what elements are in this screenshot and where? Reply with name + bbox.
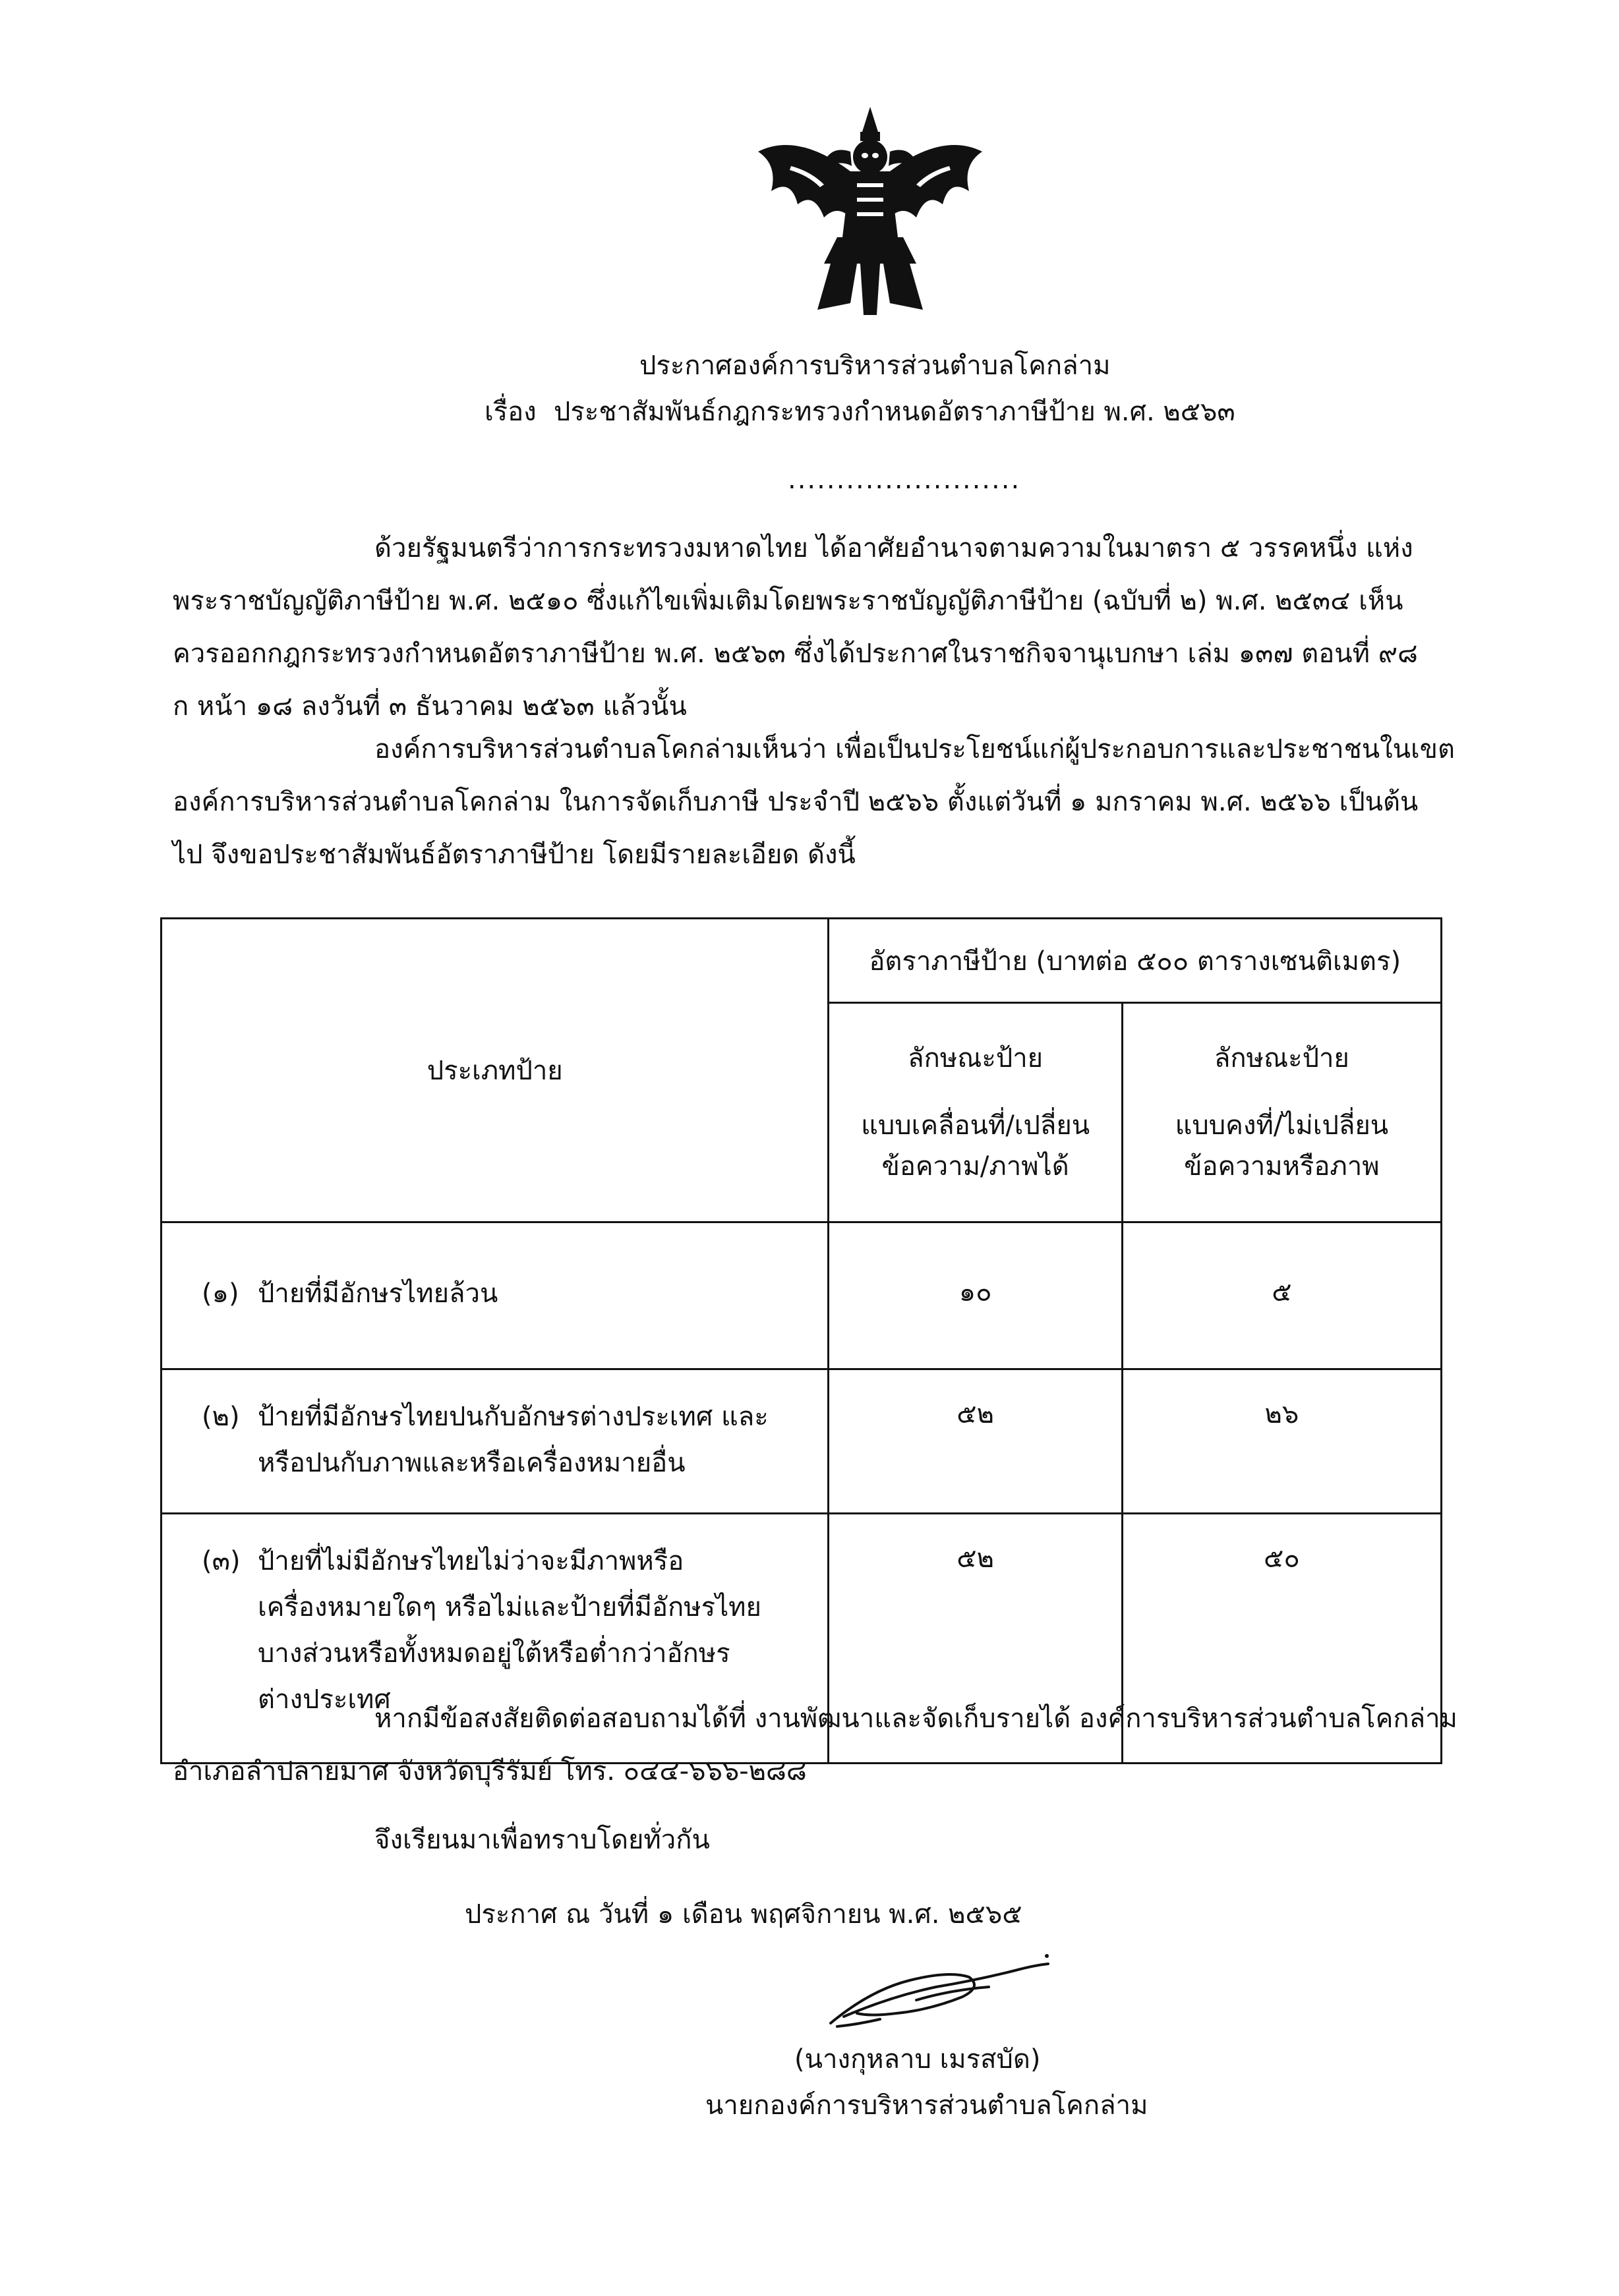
header-tax-rate: อัตราภาษีป้าย (บาทต่อ ๕๐๐ ตารางเซนติเมตร) bbox=[829, 919, 1442, 1003]
para1-line3: ควรออกกฎกระทรวงกำหนดอัตราภาษีป้าย พ.ศ. ๒๕๖๓ ซึ่งได้ประกาศในราชกิจจานุเบกษา เล่ม ๑๓๗ ตอนที่ ๙๘ bbox=[173, 639, 1418, 669]
rate-fixed-cell: ๕ bbox=[1122, 1222, 1441, 1369]
tax-rate-table bbox=[160, 917, 1442, 1764]
announcement-date: ประกาศ ณ วันที่ ๑ เดือน พฤศจิกายน พ.ศ. ๒๕๖๕ bbox=[465, 1899, 1022, 1930]
sign-type-cell: (๑) ป้ายที่มีอักษรไทยล้วน bbox=[162, 1222, 829, 1369]
announcement-title: ประกาศองค์การบริหารส่วนตำบลโคกล่าม bbox=[639, 351, 1111, 381]
title-separator: ........................ bbox=[788, 465, 1021, 495]
garuda-emblem-icon bbox=[751, 105, 989, 316]
para2-line2: องค์การบริหารส่วนตำบลโคกล่าม ในการจัดเก็บภาษี ประจำปี ๒๕๖๖ ตั้งแต่วันที่ ๑ มกราคม พ.ศ. ๒๕๖๖ เป็นต้น bbox=[173, 787, 1419, 817]
header-fixed-sign: ลักษณะป้าย แบบคงที่/ไม่เปลี่ยน ข้อความหรือภาพ bbox=[1122, 1003, 1441, 1222]
table-row bbox=[162, 1369, 1442, 1514]
table-row bbox=[162, 1222, 1442, 1369]
closing-text: จึงเรียนมาเพื่อทราบโดยทั่วกัน bbox=[374, 1825, 710, 1855]
rate-movable-cell: ๕๒ bbox=[829, 1514, 1122, 1764]
subject-label: เรื่อง bbox=[485, 397, 537, 427]
para1-line4: ก หน้า ๑๘ ลงวันที่ ๓ ธันวาคม ๒๕๖๓ แล้วนั้น bbox=[173, 691, 687, 722]
signatory-name: (นางกุหลาบ เมรสบัด) bbox=[794, 2044, 1041, 2075]
contact-line2: อำเภอลำปลายมาศ จังหวัดบุรีรัมย์ โทร. ๐๔๔-๖๖๖-๒๘๘ bbox=[173, 1756, 807, 1787]
para2-line1: องค์การบริหารส่วนตำบลโคกล่ามเห็นว่า เพื่อเป็นประโยชน์แก่ผู้ประกอบการและประชาชนในเขต bbox=[374, 734, 1455, 764]
para1-line1: ด้วยรัฐมนตรีว่าการกระทรวงมหาดไทย ได้อาศัยอำนาจตามความในมาตรา ๕ วรรคหนึ่ง แห่ง bbox=[374, 533, 1413, 563]
rate-movable-cell: ๑๐ bbox=[829, 1222, 1122, 1369]
rate-fixed-cell: ๕๐ bbox=[1122, 1514, 1441, 1764]
contact-line1: หากมีข้อสงสัยติดต่อสอบถามได้ที่ งานพัฒนาและจัดเก็บรายได้ องค์การบริหารส่วนตำบลโคกล่าม bbox=[374, 1704, 1457, 1734]
header-movable-sign: ลักษณะป้าย แบบเคลื่อนที่/เปลี่ยน ข้อความ/ภาพได้ bbox=[829, 1003, 1122, 1222]
signatory-position: นายกองค์การบริหารส่วนตำบลโคกล่าม bbox=[705, 2090, 1148, 2121]
rate-movable-cell: ๕๒ bbox=[829, 1369, 1122, 1514]
para2-line3: ไป จึงขอประชาสัมพันธ์อัตราภาษีป้าย โดยมีรายละเอียด ดังนี้ bbox=[173, 840, 856, 870]
para1-line2: พระราชบัญญัติภาษีป้าย พ.ศ. ๒๕๑๐ ซึ่งแก้ไขเพิ่มเติมโดยพระราชบัญญัติภาษีป้าย (ฉบับที่ ๒) พ.ศ. ๒๕๓๔ เห็น bbox=[173, 586, 1403, 616]
signature-icon bbox=[817, 1951, 1055, 2036]
subject-text: ประชาสัมพันธ์กฎกระทรวงกำหนดอัตราภาษีป้าย พ.ศ. ๒๕๖๓ bbox=[554, 397, 1235, 427]
rate-fixed-cell: ๒๖ bbox=[1122, 1369, 1441, 1514]
sign-type-cell: (๓) ป้ายที่ไม่มีอักษรไทยไม่ว่าจะมีภาพหรือ เครื่องหมายใดๆ หรือไม่และป้ายที่มีอักษรไทย บางส่วนหรือทั้งหมดอยู่ใต้หรือต่ำกว่าอักษร ต่างประเทศ bbox=[162, 1514, 829, 1764]
sign-type-cell: (๒) ป้ายที่มีอักษรไทยปนกับอักษรต่างประเทศ และ หรือปนกับภาพและหรือเครื่องหมายอื่น bbox=[162, 1369, 829, 1514]
header-sign-type: ประเภทป้าย bbox=[162, 919, 829, 1222]
